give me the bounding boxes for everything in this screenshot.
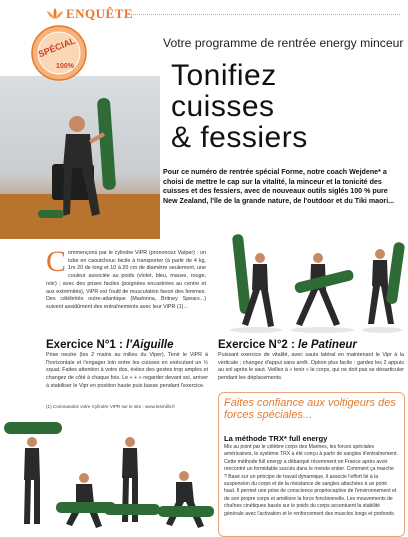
title-line-3: & fessiers	[171, 121, 308, 154]
title-line-1: Tonifiez	[171, 59, 277, 92]
article-subtitle: Votre programme de rentrée energy minceur	[163, 36, 404, 50]
hero-photo	[0, 76, 160, 239]
exercise1-text: Prise neutre (les 2 mains au milieu du Viper). Tenir le ViPR à l'horizontale et l'engager loin entre les cuisses en exécutant un ½ squat. Faites attention à votre dos, évitez des gestes trop amples et changez de côté à chaque fois. Le « + » regarder devant soi, arriver à stabiliser le Vipr en position haute puis basse pendant l'exercice.	[46, 352, 208, 389]
lotus-icon	[46, 7, 64, 21]
stamp-line2: 100%	[56, 63, 74, 70]
exercise2-text: Puissant exercice de vitalité, avec sauts latéral en maintenant le Vipr à la verticale ; changez d'appui sans arrêt. Option plus facile : gardez les 2 appuis au sol après le saut. Veillez à « tenir » le corps, qui ne doit pas se désarticuler pendant les déplacements.	[218, 352, 404, 382]
body-text: ommençons par le cylindre ViPR (prononcez Vaïper) : un tube en caoutchouc facile à transporter (à partir de 4 kg, 1m 20 de long et 10 à 20 cm de diamètre seulement, une couleur associée au poids (violet, bleu, mauve, rouge, noir) ; avec des prises faciles (poignées encastrées au centre et aux extrémités), ViPR est l'outil de musculation favori des femmes. Des célébrités outre-atlantique (Madonna, Britney Spears...) suivent assidûment des entraînements avec leur ViPR (1)...	[46, 250, 206, 310]
needle-exercise-photo	[0, 418, 216, 537]
header-rule	[128, 14, 400, 15]
special-stamp	[30, 24, 88, 82]
sidebar-box-heading: La méthode TRX* full energy	[224, 434, 328, 443]
drop-cap: C	[46, 245, 67, 278]
stamp-line1: SPÉCIAL	[36, 35, 77, 60]
exercise1-title: Exercice N°1 : l'Aiguille	[46, 339, 174, 351]
section-title: ENQUÊTE	[66, 6, 134, 21]
intro-paragraph: Pour ce numéro de rentrée spécial Forme, notre coach Wejdene* a choisi de mettre le cap sur la vitalité, la minceur et la tonicité des cuisses et des fessiers, avec de nouveaux outils siglés 100 % pure New Zealand, l'île de la grande nature, de l'outdoor et du Tiki maori...	[163, 168, 395, 205]
sidebar-box-title: Faites confiance aux voltigeurs des forces spéciales...	[224, 397, 396, 421]
exercise2-title: Exercice N°2 : le Patineur	[218, 339, 357, 351]
sidebar-box-text: Mis au point par le célèbre corps des Marines, les forces spéciales américaines, le système TRX a été conçu à partir de sangles d'entraînement. Cette méthode full energy a débarqué récemment en France après avoir rencontré un formidable succès dans le monde entier. Comment ça marche ? Basé sur un principe de travail dynamique, il associe l'effort lié à la suspension du corps et de la résistance de sangles attachées à un point haut. Il permet une prise de conscience proprioceptive de l'environnement et de son propre corps et améliore la force fonctionnelle. Les mouvements de chaînes cinétiques basés sur le poids du corps accentuent la stabilité générale avec l'activation et le renforcement des muscles longs et profonds.	[224, 444, 398, 517]
title-line-2: cuisses	[171, 90, 275, 123]
body-paragraph	[46, 245, 206, 312]
skater-exercise-photo	[218, 224, 406, 334]
footnote: (1) Commandez votre Cylindre ViPR sur le site : www.lesmills.fr	[46, 404, 176, 409]
